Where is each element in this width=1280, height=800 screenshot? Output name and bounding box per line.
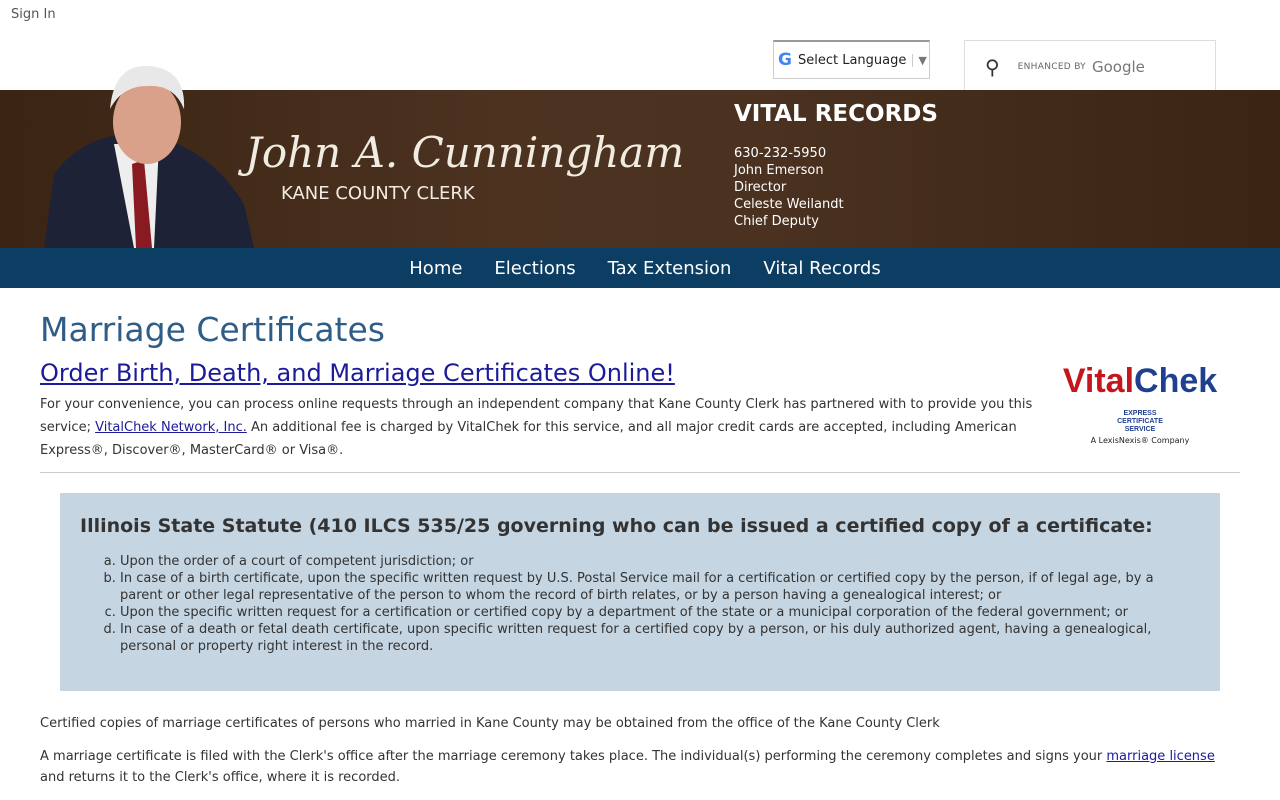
list-item: d. In case of a death or fetal death certificate, upon specific written request for a certified copy by a person, or his duly authorized agent, having a genealogical, personal or property right interest in the record.	[120, 621, 1200, 655]
intro-part: An additional fee is charged by VitalChek for this service, and all major credit cards are accepted, including American Express®, Discover®, MasterCard® or Visa®.	[40, 420, 1017, 458]
logo-text: Chek	[1134, 362, 1218, 400]
vitalchek-link[interactable]: VitalChek Network, Inc.	[95, 420, 247, 435]
order-certificates-link[interactable]: Order Birth, Death, and Marriage Certificates Online!	[40, 359, 675, 387]
contact-role: Chief Deputy	[734, 214, 819, 229]
page-title: Marriage Certificates	[40, 310, 385, 349]
contact-info	[734, 145, 844, 230]
contact-role: Director	[734, 180, 787, 195]
search-icon[interactable]: ⚲	[985, 54, 1000, 79]
clerk-portrait	[44, 64, 254, 248]
marriage-license-link[interactable]: marriage license	[1106, 749, 1215, 764]
divider	[40, 472, 1240, 473]
paragraph-part: and returns it to the Clerk's office, where it is recorded.	[40, 770, 401, 785]
vitalchek-logo[interactable]	[1040, 362, 1240, 445]
logo-signature: John A. Cunningham	[245, 128, 685, 177]
statute-title: Illinois State Statute (410 ILCS 535/25 governing who can be issued a certified copy of a certificate:	[80, 515, 1153, 537]
intro-text	[40, 393, 1040, 462]
main-content	[40, 310, 1240, 788]
language-label: Select Language	[797, 52, 907, 68]
paragraph-part: A marriage certificate is filed with the Clerk's office after the marriage ceremony takes place. The individual(s) performing the ceremony completes and signs your	[40, 749, 1107, 764]
contact-phone: 630-232-5950	[734, 146, 827, 161]
contact-name: Celeste Weilandt	[734, 197, 844, 212]
nav-vital-records[interactable]: Vital Records	[763, 257, 881, 279]
list-item: a. Upon the order of a court of competent jurisdiction; or	[120, 553, 1200, 570]
list-item: c. Upon the specific written request for a certification or certified copy by a department of the state or a municipal corporation of the federal government; or	[120, 604, 1200, 621]
statute-list	[120, 553, 1200, 655]
logo-text: Vital	[1062, 362, 1135, 400]
intro-part: For your convenience, you can process online requests through an independent company that Kane County Clerk has partnered with to provide you this service;	[40, 397, 1033, 435]
statute-box	[60, 493, 1220, 691]
nav-home[interactable]: Home	[409, 257, 463, 279]
language-select[interactable]	[773, 40, 930, 79]
section-title: VITAL RECORDS	[734, 101, 938, 127]
logo-tagline: EXPRESS CERTIFICATE SERVICE	[1117, 410, 1163, 434]
logo-subtitle: KANE COUNTY CLERK	[281, 183, 475, 204]
google-icon: G	[778, 50, 792, 70]
nav-tax-extension[interactable]: Tax Extension	[607, 257, 732, 279]
search-input[interactable]	[964, 40, 1216, 92]
sign-in-link[interactable]: Sign In	[11, 7, 56, 22]
paragraph: Certified copies of marriage certificates of persons who married in Kane County may be obtained from the office of the Kane County Clerk	[40, 716, 940, 731]
logo-company: A LexisNexis® Company	[1090, 436, 1190, 445]
search-brand: Google	[1091, 57, 1145, 76]
contact-name: John Emerson	[734, 163, 824, 178]
list-item: b. In case of a birth certificate, upon the specific written request by U.S. Postal Service mail for a certification or certified copy by the person, if of legal age, by a parent or other legal representative of the person to whom the record of birth relates, or by a person having a genealogical interest; or	[120, 570, 1200, 604]
search-enhanced-label: ENHANCED BY	[1017, 61, 1086, 72]
dropdown-arrow-icon: ▼	[912, 54, 926, 67]
nav-elections[interactable]: Elections	[494, 257, 576, 279]
paragraph	[40, 746, 1240, 788]
main-nav	[0, 248, 1280, 288]
